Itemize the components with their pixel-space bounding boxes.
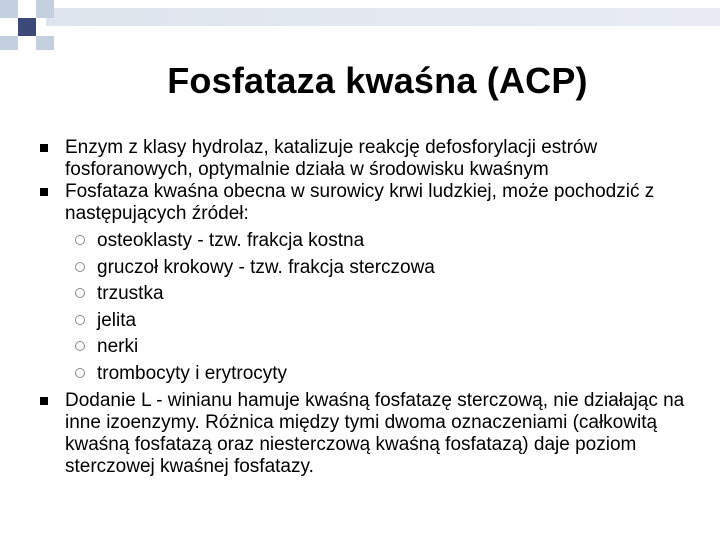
sub-bullet-item bbox=[65, 228, 698, 255]
sub-bullet-text: trzustka bbox=[97, 283, 164, 304]
deco-square-light bbox=[36, 0, 54, 18]
bullet-text: Dodanie L - winianu hamuje kwaśną fosfatazę sterczową, nie działając na inne izoenzymy. Różnica między tymi dwoma oznaczeniami (całkowitą kwaśną fosfatazą oraz niesterczową kwaśną fosfatazą) daje poziom sterczowej kwaśnej fosfatazy. bbox=[65, 390, 685, 477]
deco-square-light bbox=[0, 0, 18, 18]
sub-bullet-item bbox=[65, 281, 698, 308]
square-bullet-icon bbox=[40, 144, 48, 152]
sub-bullet-item bbox=[65, 361, 698, 388]
circle-bullet-icon bbox=[75, 262, 85, 272]
header-decoration bbox=[0, 0, 720, 50]
bullet-item bbox=[38, 390, 698, 478]
bullet-text: Fosfataza kwaśna obecna w surowicy krwi ludzkiej, może pochodzić z następujących źródeł: bbox=[65, 181, 655, 224]
circle-bullet-icon bbox=[75, 368, 85, 378]
sub-bullet-text: osteoklasty - tzw. frakcja kostna bbox=[97, 230, 365, 251]
sources-list bbox=[38, 228, 698, 387]
sub-bullet-item bbox=[65, 255, 698, 282]
sub-bullet-text: trombocyty i erytrocyty bbox=[97, 362, 288, 384]
deco-square-dark bbox=[18, 18, 36, 36]
circle-bullet-icon bbox=[75, 235, 85, 245]
sub-bullet-text: jelita bbox=[97, 309, 137, 331]
bullet-text: Enzym z klasy hydrolaz, katalizuje reakcję defosforylacji estrów fosforanowych, optymalnie działa w środowisku kwaśnym bbox=[65, 137, 598, 180]
slide-title: Fosfataza kwaśna (ACP) bbox=[167, 60, 588, 101]
bullet-item bbox=[38, 181, 698, 225]
circle-bullet-icon bbox=[75, 315, 85, 325]
circle-bullet-icon bbox=[75, 341, 85, 351]
header-stripe bbox=[46, 8, 720, 26]
deco-square-light bbox=[36, 36, 54, 50]
circle-bullet-icon bbox=[75, 288, 85, 298]
slide-content bbox=[38, 137, 698, 478]
square-bullet-icon bbox=[40, 397, 48, 405]
sub-bullet-item bbox=[65, 334, 698, 361]
sub-bullet-item bbox=[65, 308, 698, 335]
sub-bullet-text: nerki bbox=[97, 336, 139, 357]
bullet-item bbox=[38, 137, 698, 181]
deco-square-light bbox=[0, 36, 18, 50]
sub-bullet-text: gruczoł krokowy - tzw. frakcja sterczowa bbox=[97, 256, 435, 278]
square-bullet-icon bbox=[40, 188, 48, 196]
